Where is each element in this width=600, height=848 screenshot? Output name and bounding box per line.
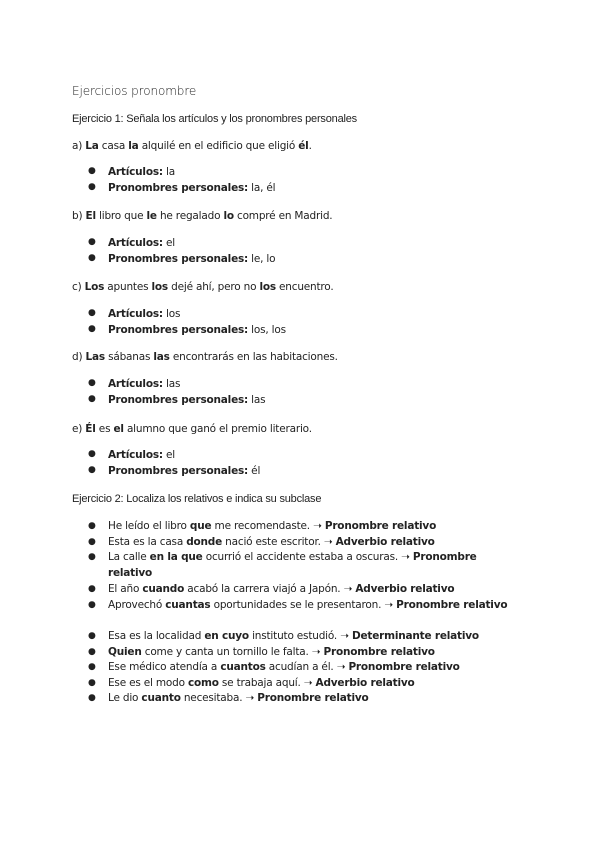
relative-item: ● La calle en la que ocurrió el accidente estaba a oscuras. ➝ Pronombre relativo: [88, 551, 477, 579]
bullet-icon: ●: [88, 647, 96, 657]
bullet-icon: ●: [88, 552, 96, 562]
bullet-icon: ●: [88, 678, 96, 688]
bullet-icon: ●: [88, 537, 96, 547]
relative-item: ● Esta es la casa donde nació este escritor. ➝ Adverbio relativo: [88, 536, 435, 548]
bullet-icon: ●: [88, 584, 96, 594]
bullet-icon: ●: [88, 253, 96, 263]
relative-item: ● Ese es el modo como se trabaja aquí. ➝ Adverbio relativo: [88, 677, 415, 689]
bullet-icon: ●: [88, 600, 96, 610]
bullet-icon: ●: [88, 237, 96, 247]
bullet-icon: ●: [88, 324, 96, 334]
bullet-icon: ●: [88, 394, 96, 404]
bullet-icon: ●: [88, 693, 96, 703]
relative-item: ● He leído el libro que me recomendaste. ➝ Pronombre relativo: [88, 520, 437, 532]
bullet-icon: ●: [88, 378, 96, 388]
exercise-2-heading: Ejercicio 2: Localiza los relativos e indica su subclase: [72, 493, 322, 505]
sentence-b: b) El libro que le he regalado lo compré en Madrid.: [72, 210, 333, 222]
bullet-icon: ●: [88, 308, 96, 318]
bullet-icon: ●: [88, 662, 96, 672]
sentence-c: c) Los apuntes los dejé ahí, pero no los encuentro.: [72, 281, 334, 293]
bullet-icon: ●: [88, 182, 96, 192]
document-title: Ejercicios pronombre: [72, 84, 197, 98]
bullet-icon: ●: [88, 631, 96, 641]
sentence-a: a) La casa la alquilé en el edificio que eligió él.: [72, 140, 312, 152]
relative-item: ● Quien come y canta un tornillo le falta. ➝ Pronombre relativo: [88, 646, 435, 658]
bullet-icon: ●: [88, 449, 96, 459]
relative-item: ● Ese médico atendía a cuantos acudían a él. ➝ Pronombre relativo: [88, 661, 460, 673]
sentence-d: d) Las sábanas las encontrarás en las habitaciones.: [72, 351, 338, 363]
bullet-icon: ●: [88, 521, 96, 531]
relative-item: ● Esa es la localidad en cuyo instituto estudió. ➝ Determinante relativo: [88, 630, 479, 642]
relative-item: ● Aprovechó cuantas oportunidades se le presentaron. ➝ Pronombre relativo: [88, 599, 508, 611]
sentence-e: e) Él es el alumno que ganó el premio literario.: [72, 423, 312, 435]
relative-item: ● El año cuando acabó la carrera viajó a Japón. ➝ Adverbio relativo: [88, 583, 455, 595]
relative-item: ● Le dio cuanto necesitaba. ➝ Pronombre relativo: [88, 692, 369, 704]
bullet-icon: ●: [88, 166, 96, 176]
bullet-icon: ●: [88, 465, 96, 475]
document-page: Ejercicios pronombre Ejercicio 1: Señala los artículos y los pronombres personales a) La casa la alquilé en el edificio que eligió él. ● Artículos: la ● Pronombres personales: la, él b) El libro que le he regalado lo compré en Madrid. ● Artículos: el ● Pronombres personales: le, lo c) Los apuntes los dejé ahí, pero no los encuentro. ● Artículos: los ● Pronombres personales: los, los d) Las sábanas las encontrarás en las habitaciones. ● Artículos: las ● Pronombres personales: las e) Él es el alumno que ganó el premio literario. ● Artículos: el ● Pronombres personales: él Ejercicio 2: Localiza los relativos e indica su subclase ● He leído el libro que me recomendaste. ➝ Pronombre relativo ● Esta es la casa donde nació este escritor. ➝ Adverbio relativo ● La calle en la que ocurrió el accidente estaba a oscuras. ➝ Pronombre relativo ● El año cuando acabó la carrera viajó a Japón. ➝ Adverbio relativo ● Aprovechó cuantas oportunidades se le presentaron. ➝ Pronombre relativo ● Esa es la localidad en cuyo instituto estudió. ➝ Determinante relativo ● Quien come y canta un tornillo le falta. ➝ Pronombre relativo ● Ese médico atendía a cuantos acudían a él. ➝ Pronombre relativo ● Ese es el modo como se trabaja aquí. ➝ Adverbio relativo ● Le dio cuanto necesitaba. ➝ Pronombre relativo: [72, 84, 508, 704]
exercise-1-heading: Ejercicio 1: Señala los artículos y los pronombres personales: [72, 113, 357, 125]
